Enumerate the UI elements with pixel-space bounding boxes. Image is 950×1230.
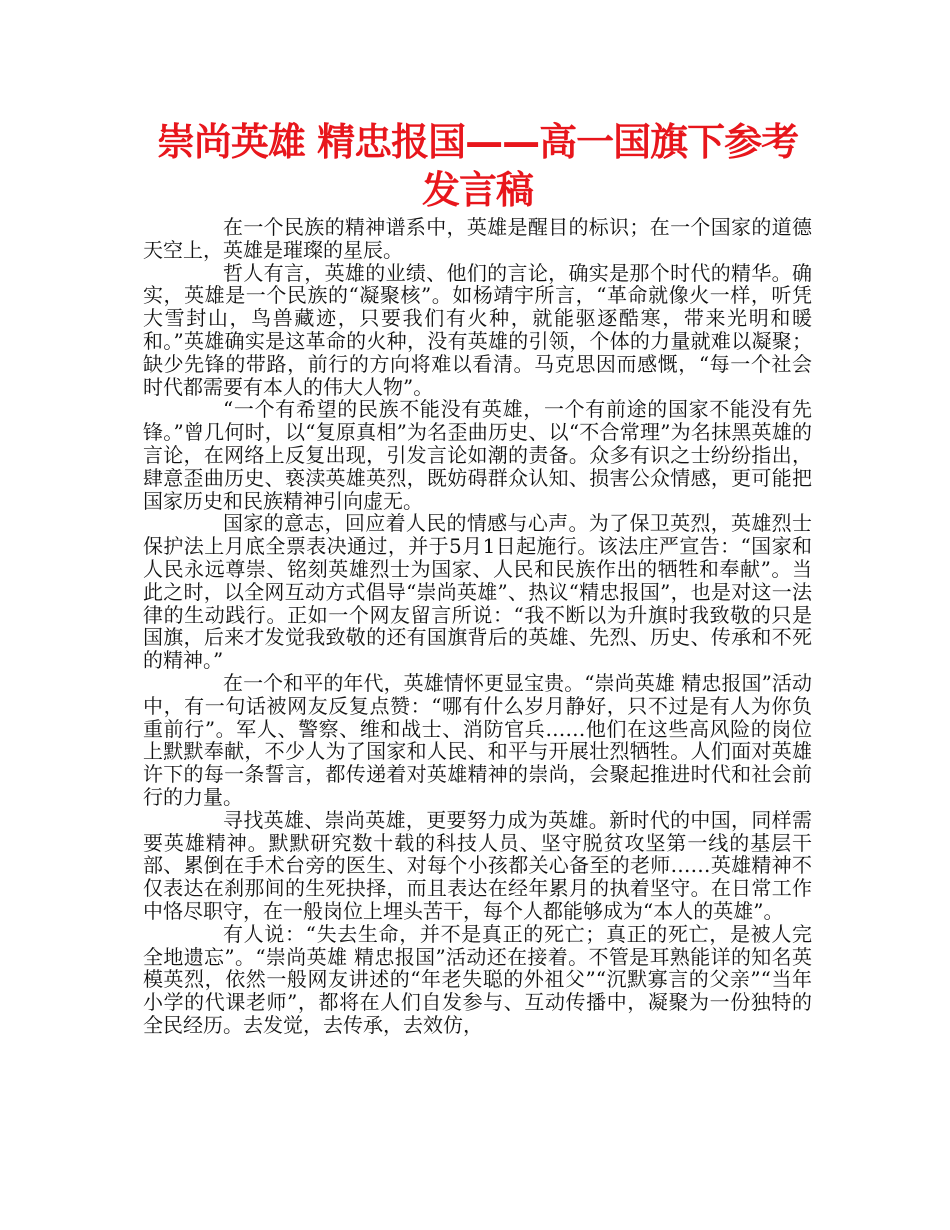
document-title: 崇尚英雄 精忠报国——高一国旗下参考发言稿 xyxy=(156,120,799,212)
paragraph-7: 有人说：“失去生命，并不是真正的死亡；真正的死亡，是被人完全地遗忘”。“崇尚英雄 精忠报国”活动还在接着。不管是耳熟能详的知名英模英烈，依然一般网友讲述的“年老失聪的外祖父”“沉默寡言的父亲”“当年小学的代课老师”，都将在人们自发参与、互动传播中，凝聚为一份独特的全民经历。去发觉，去传承，去效仿， xyxy=(143,921,812,1037)
paragraph-3: “一个有希望的民族不能没有英雄，一个有前途的国家不能没有先锋。”曾几何时，以“复原真相”为名歪曲历史、以“不合常理”为名抹黑英雄的言论，在网络上反复出现，引发言论如潮的责备。众多有识之士纷纷指出，肆意歪曲历史、亵渎英雄英烈，既妨碍群众认知、损害公众情感，更可能把国家历史和民族精神引向虚无。 xyxy=(143,397,812,513)
paragraph-6: 寻找英雄、崇尚英雄，更要努力成为英雄。新时代的中国，同样需要英雄精神。默默研究数十载的科技人员、坚守脱贫攻坚第一线的基层干部、累倒在手术台旁的医生、对每个小孩都关心备至的老师……英雄精神不仅表达在刹那间的生死抉择，而且表达在经年累月的执着坚守。在日常工作中恪尽职守，在一般岗位上埋头苦干，每个人都能够成为“本人的英雄”。 xyxy=(143,807,812,923)
paragraph-4: 国家的意志，回应着人民的情感与心声。为了保卫英烈，英雄烈士保护法上月底全票表决通过，并于5月1日起施行。该法庄严宣告：“国家和人民永远尊崇、铭刻英雄烈士为国家、人民和民族作出的牺牲和奉献”。当此之时，以全网互动方式倡导“崇尚英雄”、热议“精忠报国”，也是对这一法律的生动践行。正如一个网友留言所说：“我不断以为升旗时我致敬的只是国旗，后来才发觉我致敬的还有国旗背后的英雄、先烈、历史、传承和不死的精神。” xyxy=(143,511,812,673)
paragraph-1: 在一个民族的精神谱系中，英雄是醒目的标识；在一个国家的道德天空上，英雄是璀璨的星辰。 xyxy=(143,215,812,262)
paragraph-5: 在一个和平的年代，英雄情怀更显宝贵。“崇尚英雄 精忠报国”活动中，有一句话被网友反复点赞：“哪有什么岁月静好，只不过是有人为你负重前行”。军人、警察、维和战士、消防官兵……他们在这些高风险的岗位上默默奉献，不少人为了国家和人民、和平与开展壮烈牺牲。人们面对英雄许下的每一条誓言，都传递着对英雄精神的崇尚，会聚起推进时代和社会前行的力量。 xyxy=(143,670,812,809)
paragraph-2: 哲人有言，英雄的业绩、他们的言论，确实是那个时代的精华。确实，英雄是一个民族的“凝聚核”。如杨靖宇所言，“革命就像火一样，听凭大雪封山，鸟兽藏迹，只要我们有火种，就能驱逐酷寒，带来光明和暖和。”英雄确实是这革命的火种，没有英雄的引领，个体的力量就难以凝聚；缺少先锋的带路，前行的方向将难以看清。马克思因而感慨，“每一个社会时代都需要有本人的伟大人物”。 xyxy=(143,260,812,399)
document-page xyxy=(143,118,812,1037)
